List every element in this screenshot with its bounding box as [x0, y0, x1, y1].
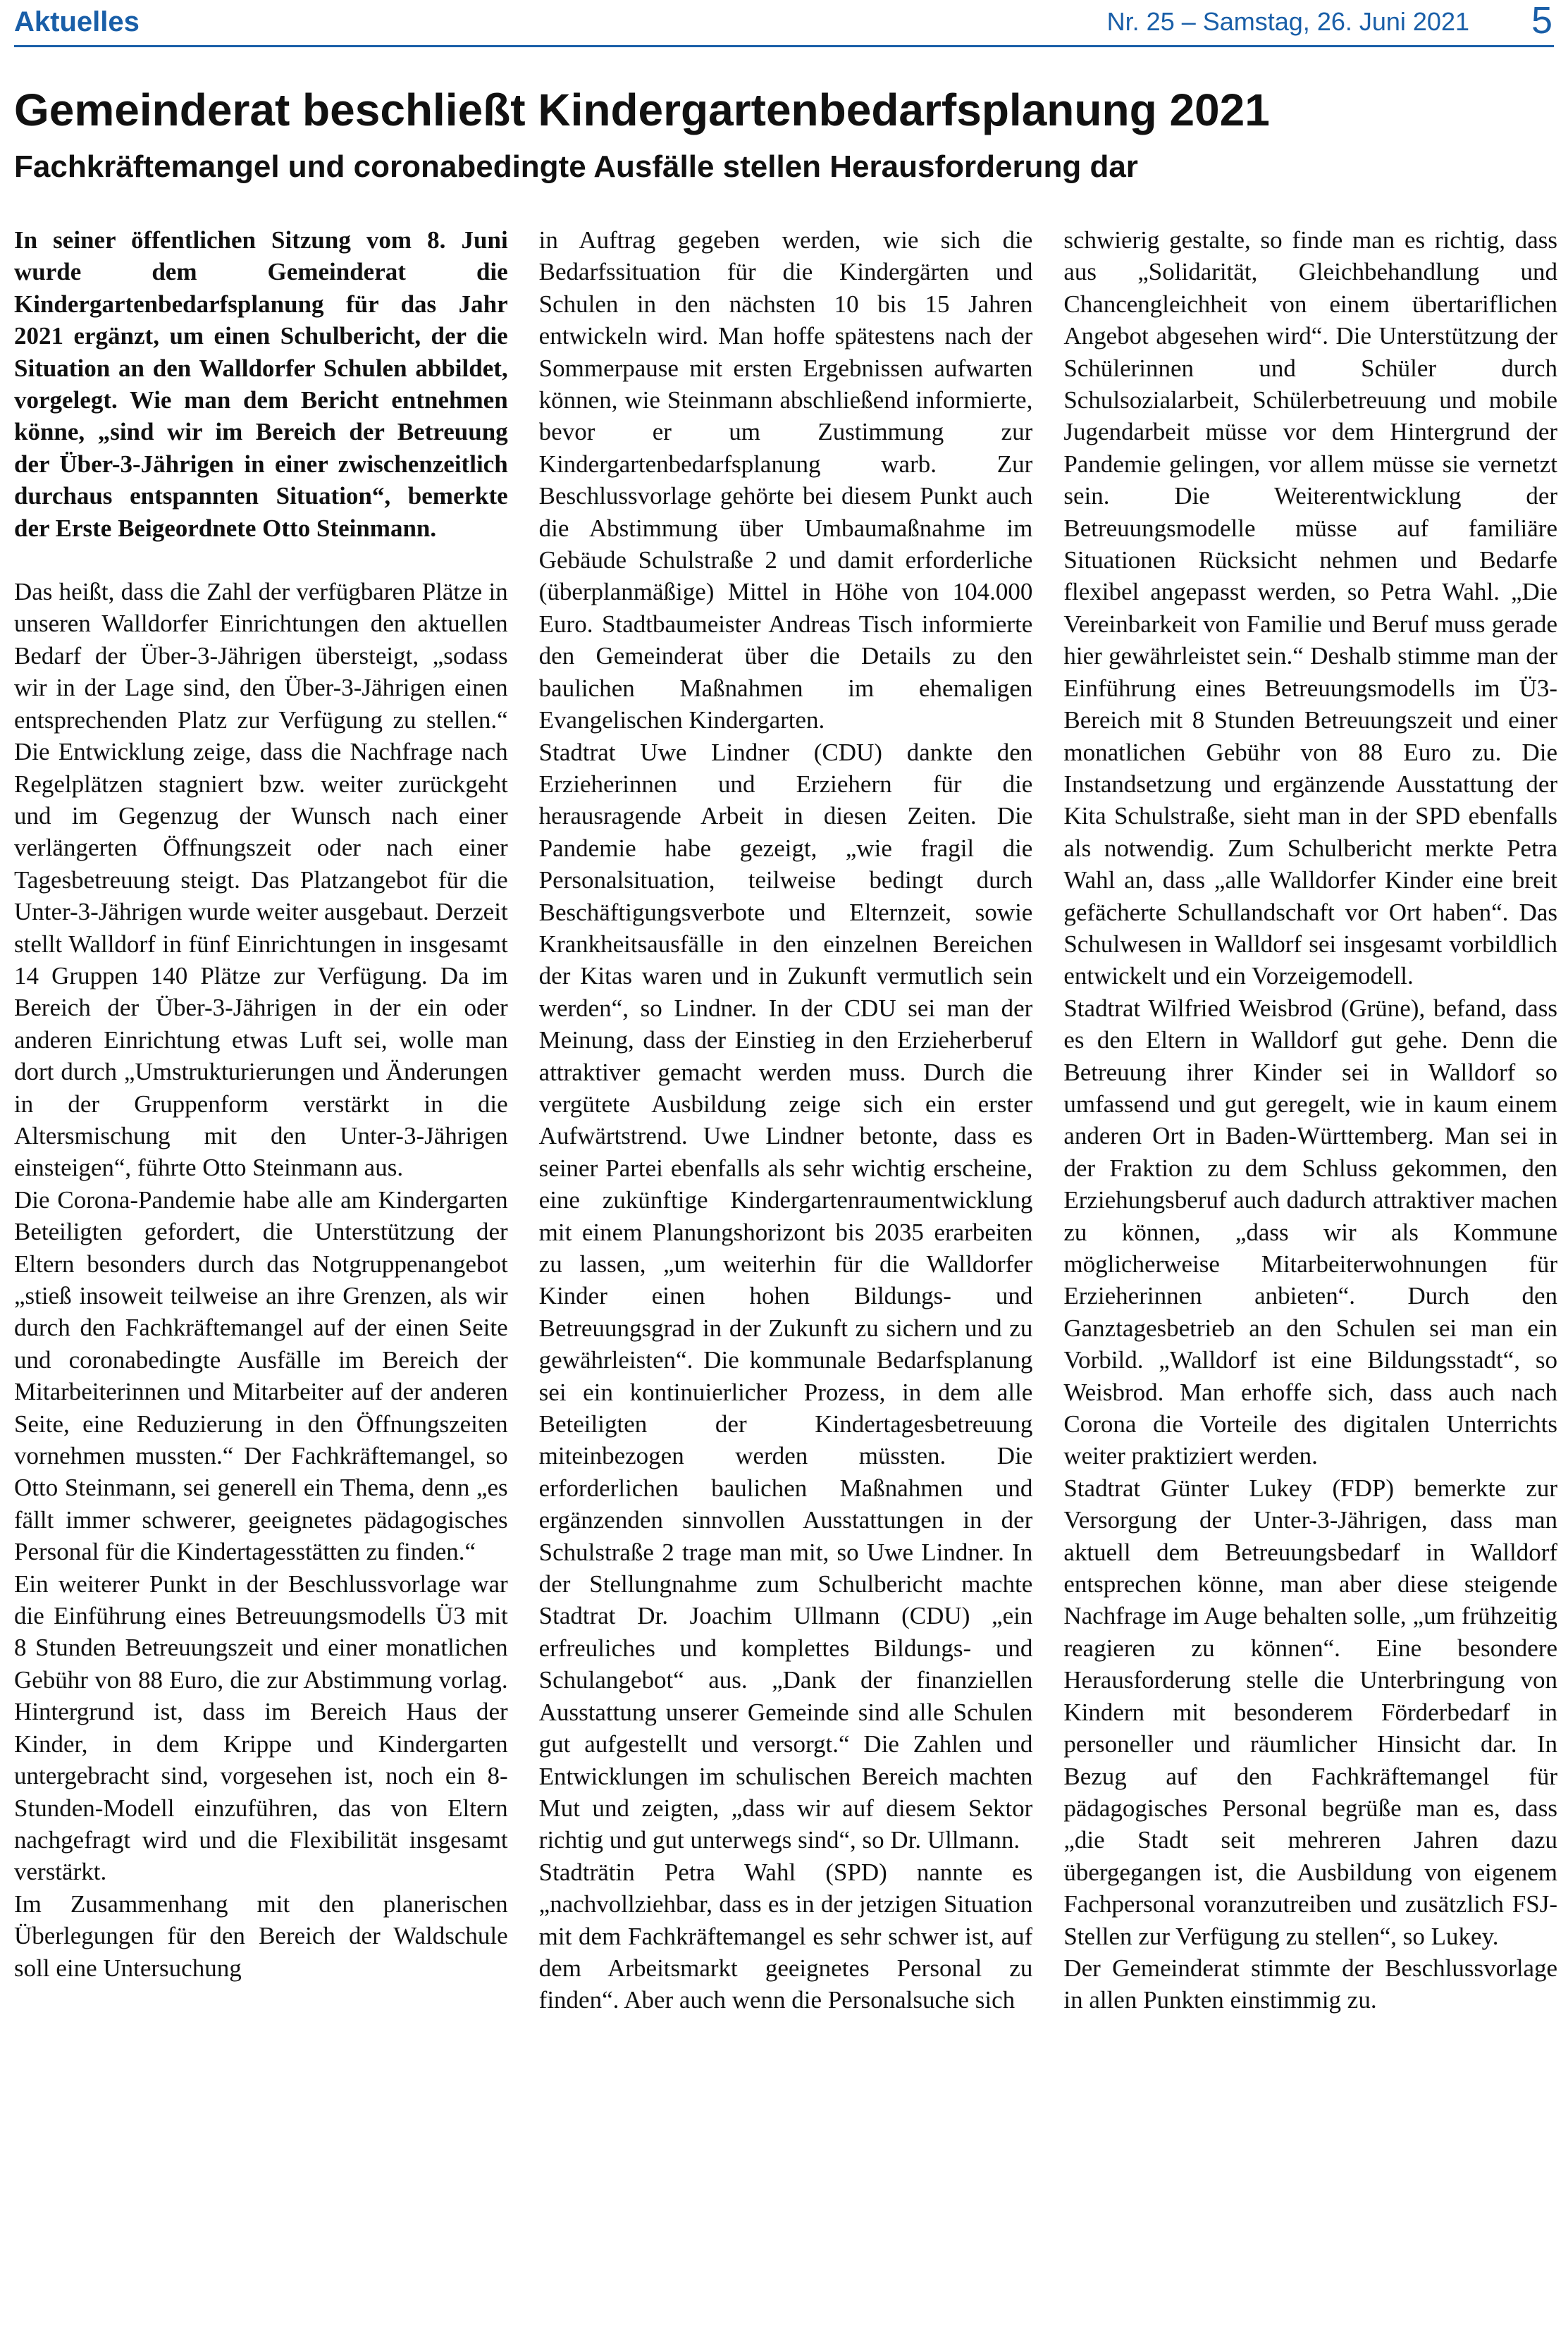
paragraph: Stadtrat Günter Lukey (FDP) bemerkte zur Versorgung der Unter-3-Jährigen, dass man aktuell dem Betreuungsbedarf in Walldorf entsprechen könne, man aber diese steigende Nachfrage im Auge behalten solle, „um frühzeitig reagieren zu können“. Eine besondere Herausforderung stelle die Unterbringung von Kindern mit besonderem Förderbedarf in personeller und räumlicher Hinsicht dar. In Bezug auf den Fachkräftemangel für pädagogisches Personal begrüße man es, dass „die Stadt seit mehreren Jahren dazu übergegangen ist, die Ausbildung von eigenem Fachpersonal voranzutreiben und zusätzlich FSJ-Stellen zur Verfügung zu stellen“, so Lukey.	[1063, 1474, 1558, 1950]
paragraph: Ein weiterer Punkt in der Beschlussvorlage war die Einführung eines Betreuungsmodells Ü3 mit 8 Stunden Betreuungszeit und einer monatlichen Gebühr von 88 Euro, die zur Abstimmung vorlag. Hintergrund ist, dass im Bereich Haus der Kinder, in dem Krippe und Kindergarten untergebracht sind, vorgesehen ist, noch ein 8-Stunden-Modell einzuführen, das von Eltern nachgefragt wird und die Flexibilität insgesamt verstärkt.	[14, 1570, 508, 1886]
section-label: Aktuelles	[14, 6, 140, 37]
paragraph: schwierig gestalte, so finde man es richtig, dass aus „Solidarität, Gleichbehandlung und Chancengleichheit von einem übertariflichen Angebot abgesehen wird“. Die Unterstützung der Schülerinnen und Schüler durch Schulsozialarbeit, Schülerbetreuung und mobile Jugendarbeit müsse vor dem Hintergrund der Pandemie gelingen, vor allem müsse sie vernetzt sein. Die Weiterentwicklung der Betreuungsmodelle müsse auf familiäre Situationen Rücksicht nehmen und Bedarfe flexibel angepasst werden, so Petra Wahl. „Die Vereinbarkeit von Familie und Beruf muss gerade hier gewährleistet sein.“ Deshalb stimme man der Einführung eines Betreuungsmodells im Ü3-Bereich mit 8 Stunden Betreuungszeit und einer monatlichen Gebühr von 88 Euro zu. Die Instandsetzung und ergänzende Ausstattung der Kita Schulstraße, sieht man in der SPD ebenfalls als notwendig. Zum Schulbericht merkte Petra Wahl an, dass „alle Walldorfer Kinder eine breit gefächerte Schullandschaft vor Ort haben“. Das Schulwesen in Walldorf sei insgesamt vorbildlich entwickelt und ein Vorzeigemodell.	[1063, 226, 1558, 990]
column-3	[1063, 224, 1557, 2335]
paragraph: Im Zusammenhang mit den planerischen Überlegungen für den Bereich der Waldschule soll eine Untersuchung	[14, 1890, 508, 1982]
paragraph: Stadtrat Uwe Lindner (CDU) dankte den Erzieherinnen und Erziehern für die herausragende Arbeit in diesen Zeiten. Die Pandemie habe gezeigt, „wie fragil die Personalsituation, teilweise bedingt durch Beschäftigungsverbote und Elternzeit, sowie Krankheitsausfälle in den einzelnen Bereichen der Kitas waren und in Zukunft vermutlich sein werden“, so Lindner. In der CDU sei man der Meinung, dass der Einstieg in den Erzieherberuf attraktiver gemacht werden muss. Durch die vergütete Ausbildung zeige sich ein erster Aufwärtstrend. Uwe Lindner betonte, dass es seiner Partei ebenfalls als sehr wichtig erscheine, eine zukünftige Kindergartenraumentwicklung mit einem Planungshorizont bis 2035 erarbeiten zu lassen, „um weiterhin für die Walldorfer Kinder einen hohen Bildungs- und Betreuungsgrad in der Zukunft zu sichern und zu gewährleisten“. Die kommunale Bedarfsplanung sei ein kontinuierlicher Prozess, in dem alle Beteiligten der Kindertagesbetreuung miteinbezogen werden müssten. Die erforderlichen baulichen Maßnahmen und ergänzenden sinnvollen Ausstattungen in der Schulstraße 2 trage man mit, so Uwe Lindner. In der Stellungnahme zum Schulbericht machte Stadtrat Dr. Joachim Ullmann (CDU) „ein erfreuliches und komplettes Bildungs- und Schulangebot“ aus. „Dank der finanziellen Ausstattung unserer Gemeinde sind alle Schulen gut aufgestellt und versorgt.“ Die Zahlen und Entwicklungen im schulischen Bereich machten Mut und zeigten, „dass wir auf diesem Sektor richtig und gut unterwegs sind“, so Dr. Ullmann.	[538, 738, 1033, 1854]
issue-info: Nr. 25 – Samstag, 26. Juni 2021	[1106, 7, 1469, 36]
paragraph: Das heißt, dass die Zahl der verfügbaren Plätze in unseren Walldorfer Einrichtungen den aktuellen Bedarf der Über-3-Jährigen übersteigt, „sodass wir in der Lage sind, den Über-3-Jährigen einen entsprechenden Platz zur Verfügung zu stellen.“ Die Entwicklung zeige, dass die Nachfrage nach Regelplätzen stagniert bzw. weiter zurückgeht und im Gegenzug der Wunsch nach einer verlängerten Öffnungszeit oder nach einer Tagesbetreuung steigt. Das Platzangebot für die Unter-3-Jährigen wurde weiter ausgebaut. Derzeit stellt Walldorf in fünf Einrichtungen in insgesamt 14 Gruppen 140 Plätze zur Verfügung. Da im Bereich der Über-3-Jährigen in der ein oder anderen Einrichtung etwas Luft sei, wolle man dort durch „Umstrukturierungen und Änderungen in der Gruppenform verstärkt in die Altersmischung mit den Unter-3-Jährigen einsteigen“, führte Otto Steinmann aus.	[14, 578, 508, 1182]
paragraph: Der Gemeinderat stimmte der Beschlussvorlage in allen Punkten einstimmig zu.	[1063, 1954, 1558, 2014]
page-number: 5	[1531, 0, 1552, 42]
paragraph: Stadträtin Petra Wahl (SPD) nannte es „nachvollziehbar, dass es in der jetzigen Situation mit dem Fachkräftemangel es sehr schwer ist, auf dem Arbeitsmarkt geeignetes Personal zu finden“. Aber auch wenn die Personalsuche sich	[538, 1858, 1033, 2014]
paragraph: Stadtrat Wilfried Weisbrod (Grüne), befand, dass es den Eltern in Walldorf gut gehe. Denn die Betreuung ihrer Kinder sei in Walldorf so umfassend und gut geregelt, wie in kaum einem anderen Ort in Baden-Württemberg. Man sei in der Fraktion zu dem Schluss gekommen, den Erziehungsberuf auch dadurch attraktiver machen zu können, „dass wir als Kommune möglicherweise Mitarbeiterwohnungen für Erzieherinnen anbieten“. Durch den Ganztagesbetrieb an den Schulen sei man ein Vorbild. „Walldorf ist eine Bildungsstadt“, so Weisbrod. Man erhoffe sich, dass auch nach Corona die Vorteile des digitalen Unterrichts weiter praktiziert werden.	[1063, 994, 1558, 1470]
column-1	[14, 224, 508, 2335]
page-header	[0, 0, 1568, 44]
article-title: Gemeinderat beschließt Kindergartenbedarfsplanung 2021	[14, 85, 1270, 135]
article-subtitle: Fachkräftemangel und coronabedingte Ausfälle stellen Herausforderung dar	[14, 149, 1138, 184]
article-body	[14, 224, 1557, 2335]
column-2	[539, 224, 1033, 2335]
header-rule	[14, 45, 1554, 47]
paragraph: in Auftrag gegeben werden, wie sich die Bedarfssituation für die Kindergärten und Schulen in den nächsten 10 bis 15 Jahren entwickeln wird. Man hoffe spätestens nach der Sommerpause mit ersten Ergebnissen aufwarten können, wie Steinmann abschließend informierte, bevor er um Zustimmung zur Kindergartenbedarfsplanung warb. Zur Beschlussvorlage gehörte bei diesem Punkt auch die Abstimmung über Umbaumaßnahme im Gebäude Schulstraße 2 und damit erforderliche (überplanmäßige) Mittel in Höhe von 104.000 Euro. Stadtbaumeister Andreas Tisch informierte den Gemeinderat über die Details zu den baulichen Maßnahmen im ehemaligen Evangelischen Kindergarten.	[538, 226, 1033, 734]
paragraph: Die Corona-Pandemie habe alle am Kindergarten Beteiligten gefordert, die Unterstützung der Eltern besonders durch das Notgruppenangebot „stieß insoweit teilweise an ihre Grenzen, als wir durch den Fachkräftemangel auf der einen Seite und coronabedingte Ausfälle im Bereich der Mitarbeiterinnen und Mitarbeiter auf der anderen Seite, eine Reduzierung in den Öffnungszeiten vornehmen mussten.“ Der Fachkräftemangel, so Otto Steinmann, sei generell ein Thema, denn „es fällt immer schwerer, geeignetes pädagogisches Personal für die Kindertagesstätten zu finden.“	[14, 1185, 508, 1566]
article-lead: In seiner öffentlichen Sitzung vom 8. Juni wurde dem Gemeinderat die Kindergartenbedarfsplanung für das Jahr 2021 ergänzt, um einen Schulbericht, der die Situation an den Walldorfer Schulen abbildet, vorgelegt. Wie man dem Bericht entnehmen könne, „sind wir im Bereich der Betreuung der Über-3-Jährigen in einer zwischenzeitlich durchaus entspannten Situation“, bemerkte der Erste Beigeordnete Otto Steinmann.	[14, 226, 508, 542]
